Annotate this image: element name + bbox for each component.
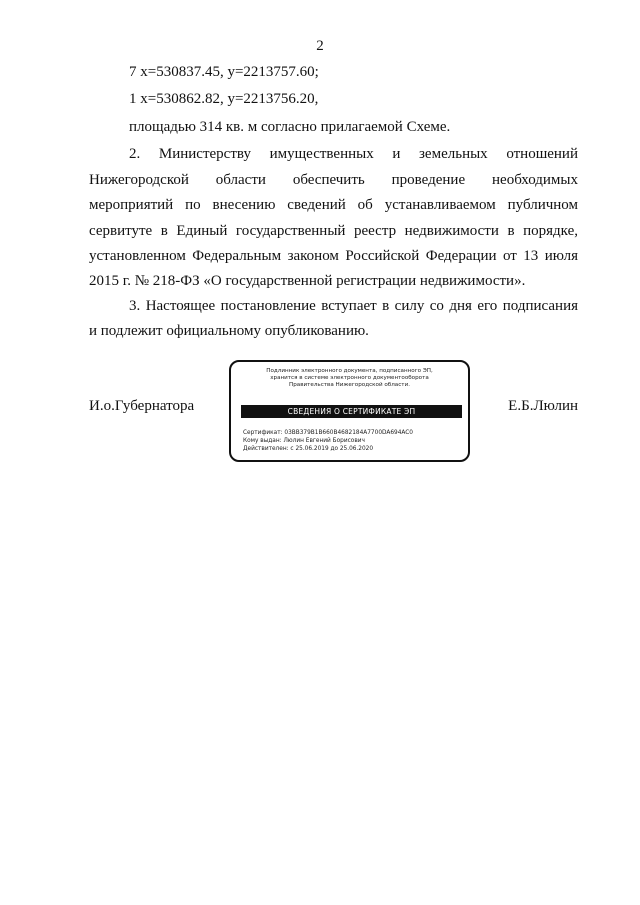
paragraph-2-line-6: 2015 г. № 218-ФЗ «О государственной регистрации недвижимости». bbox=[89, 273, 526, 289]
stamp-details bbox=[243, 429, 413, 453]
paragraph-3-line-1: 3. Настоящее постановление вступает в силу со дня его подписания bbox=[129, 298, 578, 314]
stamp-notice bbox=[235, 368, 464, 389]
stamp-notice-line: хранится в системе электронного документооборота bbox=[270, 375, 429, 381]
coordinate-line-7: 7 x=530837.45, y=2213757.60; bbox=[129, 64, 319, 80]
stamp-header-bar: СВЕДЕНИЯ О СЕРТИФИКАТЕ ЭП bbox=[241, 405, 462, 418]
paragraph-2-line-2: Нижегородской области обеспечить проведение необходимых bbox=[89, 172, 578, 188]
coordinate-line-1: 1 x=530862.82, y=2213756.20, bbox=[129, 91, 319, 107]
stamp-notice-line: Правительства Нижегородской области. bbox=[289, 382, 410, 388]
electronic-signature-stamp bbox=[229, 360, 470, 462]
certificate-owner: Кому выдан: Люлин Евгений Борисович bbox=[243, 438, 365, 444]
page-number: 2 bbox=[316, 38, 324, 54]
certificate-number: Сертификат: 03BB379B1B660B4682184A7700DA694AC0 bbox=[243, 430, 413, 436]
paragraph-2-line-4: сервитуте в Единый государственный реестр недвижимости в порядке, bbox=[89, 223, 578, 239]
certificate-validity: Действителен: с 25.06.2019 до 25.06.2020 bbox=[243, 446, 374, 452]
paragraph-2-line-1: 2. Министерству имущественных и земельных отношений bbox=[129, 146, 578, 162]
paragraph-2-line-3: мероприятий по внесению сведений об устанавливаемом публичном bbox=[89, 197, 578, 213]
area-line: площадью 314 кв. м согласно прилагаемой Схеме. bbox=[129, 119, 451, 135]
signatory-name: Е.Б.Люлин bbox=[508, 398, 578, 414]
stamp-notice-line: Подлинник электронного документа, подписанного ЭП, bbox=[266, 368, 433, 374]
paragraph-2-line-5: установленном Федеральным законом Российской Федерации от 13 июля bbox=[89, 248, 578, 264]
signatory-title: И.о.Губернатора bbox=[89, 398, 195, 414]
paragraph-3-line-2: и подлежит официальному опубликованию. bbox=[89, 323, 369, 339]
